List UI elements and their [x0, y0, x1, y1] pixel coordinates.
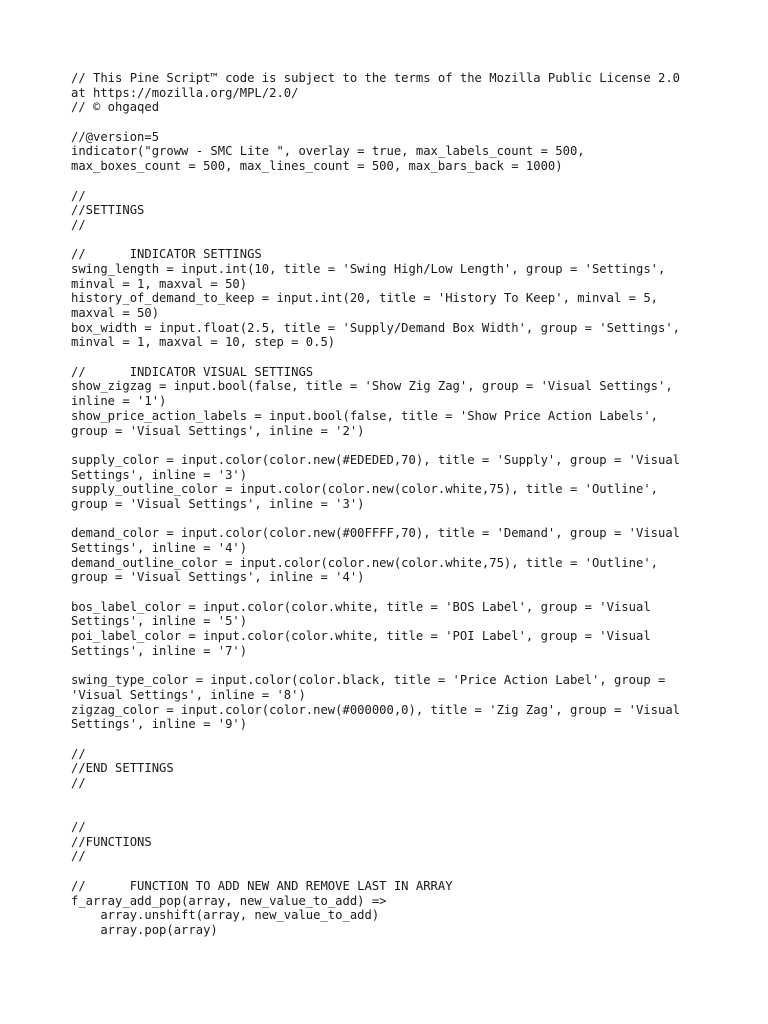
code-line: bos_label_color = input.color(color.white, title = 'BOS Label', group = 'Visual — [71, 599, 651, 614]
code-line: group = 'Visual Settings', inline = '3') — [71, 496, 365, 511]
code-line: // This Pine Script™ code is subject to the terms of the Mozilla Public License 2.0 — [71, 71, 681, 85]
code-line: // © ohgaqed — [71, 100, 160, 115]
blank-line — [71, 732, 721, 747]
blank-line — [71, 233, 721, 248]
code-line: //SETTINGS — [71, 203, 145, 218]
code-line: inline = '1') — [71, 394, 167, 409]
code-line: supply_outline_color = input.color(color.new(color.white,75), title = 'Outline', — [71, 482, 658, 497]
code-line: show_price_action_labels = input.bool(false, title = 'Show Price Action Labels', — [71, 408, 658, 423]
code-line: demand_outline_color = input.color(color.new(color.white,75), title = 'Outline', — [71, 555, 658, 570]
code-line: demand_color = input.color(color.new(#00FFFF,70), title = 'Demand', group = 'Visual — [71, 526, 681, 541]
code-line: poi_label_color = input.color(color.white, title = 'POI Label', group = 'Visual — [71, 629, 651, 644]
code-line: f_array_add_pop(array, new_value_to_add) => — [71, 893, 387, 908]
code-line: // — [71, 849, 86, 864]
code-line: box_width = input.float(2.5, title = 'Supply/Demand Box Width', group = 'Settings', — [71, 320, 681, 335]
code-line: show_zigzag = input.bool(false, title = 'Show Zig Zag', group = 'Visual Settings', — [71, 379, 673, 394]
code-line: history_of_demand_to_keep = input.int(20, title = 'History To Keep', minval = 5, — [71, 291, 658, 306]
blank-line — [71, 791, 721, 806]
code-line: // INDICATOR VISUAL SETTINGS — [71, 364, 314, 379]
code-line: Settings', inline = '7') — [71, 643, 248, 658]
blank-line — [71, 350, 721, 365]
code-line: maxval = 50) — [71, 306, 160, 320]
code-line: //@version=5 — [71, 129, 160, 144]
code-line: //END SETTINGS — [71, 761, 174, 776]
blank-line — [71, 805, 721, 820]
code-line: // — [71, 776, 86, 790]
code-line: Settings', inline = '9') — [71, 717, 248, 732]
code-line: // FUNCTION TO ADD NEW AND REMOVE LAST IN ARRAY — [71, 878, 453, 893]
code-line: minval = 1, maxval = 50) — [71, 276, 248, 291]
blank-line — [71, 512, 721, 527]
code-listing — [71, 71, 721, 938]
code-line: array.unshift(array, new_value_to_add) — [71, 908, 380, 923]
code-line: minval = 1, maxval = 10, step = 0.5) — [71, 335, 336, 350]
code-line: max_boxes_count = 500, max_lines_count = 500, max_bars_back = 1000) — [71, 159, 563, 174]
blank-line — [71, 864, 721, 879]
code-line: swing_type_color = input.color(color.black, title = 'Price Action Label', group = — [71, 673, 666, 688]
code-line: zigzag_color = input.color(color.new(#000000,0), title = 'Zig Zag', group = 'Visual — [71, 702, 681, 717]
code-line: swing_length = input.int(10, title = 'Swing High/Low Length', group = 'Settings', — [71, 261, 666, 276]
code-line: group = 'Visual Settings', inline = '4') — [71, 570, 365, 585]
blank-line — [71, 585, 721, 600]
code-line: //FUNCTIONS — [71, 834, 152, 849]
code-line: // — [71, 217, 86, 232]
code-line: 'Visual Settings', inline = '8') — [71, 687, 306, 702]
code-line: // — [71, 820, 86, 835]
code-line: at https://mozilla.org/MPL/2.0/ — [71, 85, 299, 100]
code-line: // — [71, 746, 86, 761]
code-line: Settings', inline = '4') — [71, 541, 248, 555]
code-line: // — [71, 188, 86, 203]
blank-line — [71, 115, 721, 130]
code-line: array.pop(array) — [71, 922, 218, 937]
code-line: Settings', inline = '3') — [71, 467, 248, 482]
code-line: indicator("groww - SMC Lite ", overlay = true, max_labels_count = 500, — [71, 144, 585, 159]
blank-line — [71, 438, 721, 453]
blank-line — [71, 659, 721, 674]
code-line: group = 'Visual Settings', inline = '2') — [71, 423, 365, 438]
code-line: Settings', inline = '5') — [71, 614, 248, 629]
code-line: // INDICATOR SETTINGS — [71, 247, 262, 262]
code-line: supply_color = input.color(color.new(#EDEDED,70), title = 'Supply', group = 'Visual — [71, 452, 681, 467]
blank-line — [71, 174, 721, 189]
